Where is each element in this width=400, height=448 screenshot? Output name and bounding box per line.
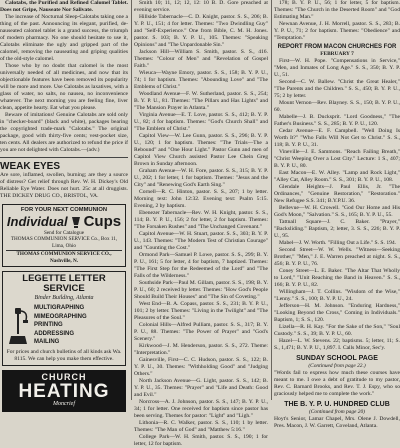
legette-title: LEGETTE LETTER SERVICE — [22, 273, 106, 295]
paragraph: Second Street—W. W. Wells. "Witness—Seeking Brother," "Men," J. E. Warren preached at night. S. S., 456; B. Y. P. U., 76. — [274, 246, 400, 267]
paragraph: Graham Avenue—W. H. Fore, pastor. S. S., 315; B. Y. P. U., 202; 1 for letter, 1 for baptism. Themes: "Jesus and the City" and "Renewing God's Earth Sing." — [134, 168, 268, 188]
legette-subtitle: Binder Building, Atlanta — [34, 295, 94, 302]
column-divider — [131, 0, 132, 400]
legette-service-list — [30, 304, 87, 347]
paragraph: Norcross—A. J. Johnson, pastor. S. S., 147; B. Y. P. U., 34; 1 for letter. One received for baptism since pastor has been serving. Themes for pastor: "Light" and "Ligh." — [134, 399, 268, 419]
legette-service-item: MAILING — [34, 339, 60, 346]
paragraph: Coney Street—L. E. Baker. "The Altar That Wholly to Lord," "Unit Reaching the Band in Heaven." S. S., 166; B. Y. P. U., 82. — [274, 267, 400, 288]
macon-report-list — [274, 58, 400, 352]
byp-club-continued: (Continued from page 20) — [309, 408, 365, 415]
reports-continued — [274, 0, 400, 42]
paragraph: Colonial Hills—Alfred Pulliam, pastor. S. S., 317; B. Y. P. U., 88. Themes: "The Power of Prayer" and "God's Scenery." — [134, 322, 268, 342]
paragraph: Cedar Avenue—E. F. Campbell. "Well Doing Is Worth It?" "Who Falls Will Not Get to Christ." S. S., 118; B. Y. P. U., 31. — [274, 127, 400, 148]
paragraph: North Jackson Avenue—G. Light, pastor. S. S., 142; B. Y. P. U., 35. Themes: "Prayer" and "Life and Death: Good and Evil." — [134, 378, 268, 398]
paragraph: Bellevue—W. H. Crowell. "God Our Home and His God's Moon," "Salvation." S. S., 165; B. Y. P. U., 55. — [274, 204, 400, 218]
cups-individual-word: Individual — [6, 214, 68, 229]
paragraph: Second—C. W. Ballew. "Christ the Great Healer," "The Parents and the Children." S. S., 450; B. Y. P. U., 75; 2 by letter. — [274, 78, 400, 99]
paragraph: College Park—W. H. Smith, pastor. S. S., 190; 1 for letter, 12 for baptism. — [134, 434, 268, 447]
cups-ad-line2: THOMAS COMMUNION SERVICE Co., Box 11, Lima, Ohio — [10, 236, 118, 249]
paragraph: Newnan Avenue, J. H. Morrell, pastor. S. S., 283; B. Y. P. U., 71; 2 for baptism. Themes: "Obedience" and "Temptation." — [274, 21, 400, 41]
legette-service-item: MULTIGRAPHING — [34, 305, 85, 312]
column-right — [274, 0, 400, 429]
column-middle — [134, 0, 268, 447]
cups-logo-row — [6, 215, 122, 229]
paragraph: Smith 10; 11, 12; 12, 12: 10 B. D. Gore preached at evening service. — [134, 0, 268, 13]
paragraph: Lizella—R. H. Kay. "For the Sake of the Son," "Soul Custody." S. S., 39; B. Y. P. U., 60. — [274, 323, 400, 337]
weak-eyes-ad — [0, 157, 128, 200]
legette-letter-ad — [2, 271, 126, 366]
cups-word: Cups — [83, 213, 122, 230]
weak-eyes-text: Are sore, inflamed, swollen, burning; are they a source of distress? Get relief through Rev. W. H. Dickey's Old Reliable Eye Water. Does not hurt. 25c at all druggists. THE DICKEY DRUG CO., BRISTOL, VA. — [0, 172, 128, 199]
paragraph: Hazel—L. W. Stevens. 22; baptisms. 5; letter, 11; S. S., 1,471; B. Y. P. U., 1,897. I. Calls Minor, Sec'y. — [274, 337, 400, 351]
paragraph: Vineville—J. E. Sammons. "Reach Failing Breath," "Christ Weeping Over a Lost City." Lecture: 1 S., 407; B. Y. P. U., 80. — [274, 148, 400, 169]
paragraph: Lithonia—R. C. Walker, pastor. S. S., 110; 1 by letter. Themes: "The Man of God" and "Matthew 5:16." — [134, 420, 268, 433]
cups-ad-header: FOR YOUR NEXT COMMUNION — [20, 207, 108, 213]
paragraph: Capitol View—W. Lee Gunn, pastor. S. S., 296; B. Y. P. U., 120; 1 for baptism. Themes: "The Trials—The a Rebound" and "One Hour Light." Pastor Gunn and men of Capitol View Church assisted Pastor Lee Chein Greg Brown in Sunday afternoon. — [134, 133, 268, 167]
paragraph: Capitol Avenue—W. H. Stuart, pastor. S. S., 303; B. Y. P. U., 143. Themes: "The Modern Test of Christian Courage" and "Counting the Cost." — [134, 231, 268, 251]
paragraph: Kirkwood—J. M. Henderson, pastor. S. S., 272. Theme: "Interpretation." — [134, 343, 268, 356]
legette-service-item: ADDRESSING — [34, 330, 75, 337]
byp-club-text: Hoyt's Senior, Lamar Chapel, Mrs. Olene J. Dowdell, Pres. Macon, J. W. Garrett, Coveland, Atlanta. — [274, 415, 400, 429]
cups-ad-line1: Send for Catalogue — [43, 230, 85, 236]
paragraph: Ebenezer Tabernacle—Rev. W. H. Knight, pastor. S. S., 114; B. Y. P. U., 156; 2 for letter, 2 for baptism. Themes: "The Forsaken Rushes" and "The Unchanged Covenant." — [134, 210, 268, 230]
sunday-school-title: SUNDAY SCHOOL PAGE — [296, 354, 378, 362]
paragraph: Beware of imitations! Genuine Calotabs are sold only in "checker-board" (black and white), packages bearing the copyrighted trade-mark "Calotabs." The original package, good with thirty-five cents; vest-pocket size, ten cents. All dealers are authorized to refund the price if you are not delighted with Calotabs.—(adv.) — [0, 112, 128, 153]
paragraph: Hillside Tabernacle—C. D. Knight, pastor. S. S., 206; B. Y. P. U., 151; 4 for letter. Themes: "Two Dwindling Guy" and "Self-Experience." One from Bible, C. M. H. Jones. pastor. S. 103; B. Y. P. U., 105. Themes: "Speaking Opinions" and "The Unpardonable Sin." — [134, 14, 268, 48]
paragraph: Cornell—R. C. Hinton, pastor. S. S., 207; 1 by letter. Morning text: John 12:32. Evening text: Psalm 5:15. Evening, 2 by baptism. — [134, 189, 268, 209]
macon-report-title: REPORT FROM MACON CHURCHES FOR — [277, 44, 397, 50]
paragraph: Willingham—J. T. Collins. "Wisdom of the Wise," "Lenny." S. S., 100; B. Y. P. U., 24. — [274, 288, 400, 302]
paragraph: Mabelle—J. B. Ducksprit. "Lord Goodness," "The Father's Business." S. S., 285; B. Y. P. U., 120. — [274, 113, 400, 127]
legette-service-item: PRINTING — [34, 322, 63, 329]
paragraph: West End—B. A. Copass, pastor. S. S., 231; B. Y. P. U., 101; 2 by letter. Themes: "Living in the Twilight" and "The Pleasures of the Soul." — [134, 301, 268, 321]
paragraph: Virginia Avenue—E. T. Love, pastor. S. S., 412; B. Y. P. U., 82; 4 for baptism. Themes: "God's Church Shall" and "The Emblem of Christ." — [134, 112, 268, 132]
paragraph: Ormond Park—Samuel P. Lowe, pastor. S. S., 299; B. Y. P. U., 161; 5 for letter, 4 for baptism, 7 baptized. Themes: "The First Step for the Redeemed of the Lord" and "The Falls of the Wilderness." — [134, 252, 268, 279]
cups-ad-footer: THOMAS COMMUNION SERVICE CO., Nashville, N. — [6, 250, 122, 264]
paragraph: Wieuca—Wayne Emory, pastor. S. S., 158; B. Y. P. U., 74; 1 for baptism. Themes: "Abounding Love" and "The Emblems of Christ." — [134, 70, 268, 90]
church-heating-line2: HEATING — [18, 381, 110, 402]
column-left — [0, 0, 128, 407]
weak-eyes-title: WEAK EYES — [0, 161, 61, 172]
paragraph: Jefferson—H. M. Johnson. "Enduring Hardness," "Looking Beyond the Cross," Coming in Individuals." Baptism, 1; S. S., 120. — [274, 302, 400, 323]
paragraph: Tattnall Square—J. C. Baker. "Prayer," "Backsliding." Baptism, 2; letter, 3. S. S., 226; B. Y. P. U., 95. — [274, 218, 400, 239]
sunday-school-continued: (Continued from page 22.) — [308, 362, 366, 369]
paragraph: Calotabs, the Purified and Refined Calomel Tablet. Does not Gripe, Nauseate Nor Salivate. — [0, 0, 128, 13]
paragraph: Glendale Heights—J. Paul Ellis, Jr. "The Ordinances," "Genuine Restoration," "Restoration." New Refugee S.S. 341; B.Y.P.U. 36. — [274, 183, 400, 204]
paragraph: Southside Park—Paul M. Gillam, pastor. S. S., 198; B. Y. P. U., 60; 2 received by letter. Themes: "How God's People Should Build Their Houses" and "The Sin of Coveting." — [134, 280, 268, 300]
church-heating-ad — [2, 370, 126, 412]
church-heating-line1: CHURCH — [41, 372, 87, 382]
legette-text: For prices and church bulletins of all kinds ask Wa. 8115. We can help you make them effective. — [6, 349, 122, 362]
cup-icon — [71, 216, 81, 229]
byp-club-title: THE B. Y. P. U. HUNDRED CLUB — [284, 400, 390, 408]
legette-service-item: MIMEOGRAPHING — [34, 313, 87, 320]
paragraph: Gainesville, First—C. C. Hudson, pastor. S. S., 122; B. Y. P. U., 30. Themes: "Withholding Good" and "Judging Others." — [134, 357, 268, 377]
paragraph: First—W. H. Pope. "Compensations in Service," "Men, and Inmates of Long Age." S. S., 350; B. Y. P. U., 51. — [274, 57, 400, 78]
paragraph: East Macon—E. W. Alley. "Lamp and Rock Light," "Alley Cat, Alley Room." S. S., 301; B. Y. P. U., 108. — [274, 169, 400, 183]
legette-services — [6, 304, 122, 347]
column-divider — [271, 0, 272, 400]
church-reports-list — [134, 0, 268, 448]
paragraph: Those who by no doubt that calomel is the most universally needed of all medicines, and now that its objectionable features have been removed its popularity will be more and more. Use Calotabs as laxatives, with a glass of water, no salts, no nausea, no inconvenience whatever. The next morning you are feeling fine, liver clean, appetite hearty. Eat what you please. — [0, 63, 128, 111]
paragraph: Mabel—J. W. Worth. "Filling Out a Life." S. S. 194. — [279, 239, 397, 246]
church-heating-line3: Moncrief — [53, 401, 75, 407]
macon-report-subtitle: FEBRUARY 7 — [320, 51, 354, 57]
communion-cups-ad — [2, 204, 126, 267]
paragraph: Jackson Hill—William S. Smith, pastor. S. S., 416. Themes: "Colour of Men" and "Revelation of Gospel Faith." — [134, 49, 268, 69]
paragraph: The increase of Nocturnal Sleep-Calotabs taking one a thing of the past. Announcing its elegant, purified, de-nauseated calomel tablet is a grand success, the triumph of modern pharmacy. No one should hesitate to use it, Calotabs eliminate the ugly and gripped part of the calomel, removing the nauseating and griping qualities of the old-style calomel. — [0, 14, 128, 62]
paragraph: Mount Vernon—Rev. Blayney. S. S., 150; B. Y. P. U., 60. — [274, 99, 400, 113]
telephone-icon — [6, 306, 30, 346]
paragraph: Woodland Avenue—F. W. Sutherland, pastor. S. S., 254; B. Y. P. U., 81. Themes: "The Pillars and Has Lights" and "The Mansion Prayer in Atlanta." — [134, 91, 268, 111]
sunday-school-text: "Words fail to express how much these courses have meant to me. I owe a debt of gratitude to my pastor, Rev. C. Barnard Brooks, and Rev. T. J. Espy, who so graciously helped me to complete the work." — [274, 369, 400, 397]
paragraph: 178; B. Y. P. U., 56; 1 for letter, 5 for baptism. Themes: "The Church in the Deserted Room" and "God Estimating Man." — [274, 0, 400, 20]
calotabs-article — [0, 0, 128, 154]
